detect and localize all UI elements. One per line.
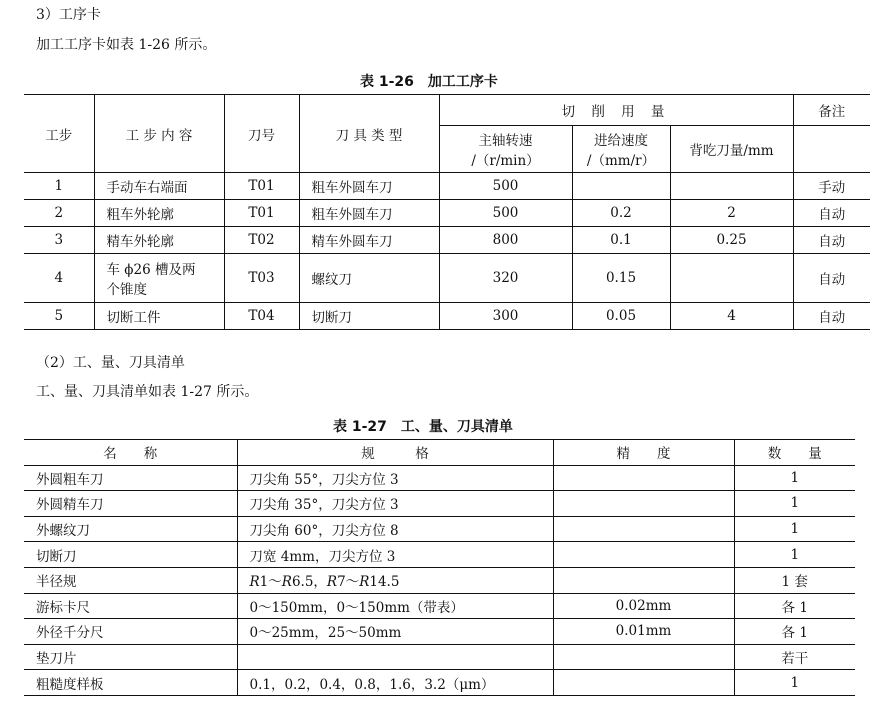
cell-quantity: 各 1 bbox=[734, 593, 855, 619]
cell-spec: 刀宽 4mm，刀尖方位 3 bbox=[237, 542, 553, 568]
cell-name: 切断刀 bbox=[24, 542, 237, 568]
table-26-caption: 表 1-26 加工工序卡 bbox=[360, 74, 498, 90]
cell-name: 游标卡尺 bbox=[24, 593, 237, 619]
table-row bbox=[24, 670, 855, 696]
cell-step: 5 bbox=[24, 303, 94, 330]
header-precision: 精 度 bbox=[553, 440, 734, 466]
cell-name: 外圆粗车刀 bbox=[24, 465, 237, 491]
cell-quantity: 1 bbox=[734, 491, 855, 517]
cell-depth: 0.25 bbox=[670, 227, 793, 254]
radius-value: 1～ bbox=[259, 574, 282, 591]
table-row bbox=[24, 593, 855, 619]
cell-spec bbox=[237, 644, 553, 670]
cell-quantity: 1 套 bbox=[734, 567, 855, 593]
cell-tool-type: 粗车外圆车刀 bbox=[299, 173, 439, 200]
header-quantity: 数 量 bbox=[734, 440, 855, 466]
cell-content-line2: 个锥度 bbox=[106, 282, 147, 298]
header-remarks: 备注 bbox=[793, 95, 870, 126]
radius-value: 7～ bbox=[337, 574, 360, 591]
table-row bbox=[24, 254, 870, 303]
table-row bbox=[24, 619, 855, 645]
cell-step: 1 bbox=[24, 173, 94, 200]
cell-spindle: 800 bbox=[439, 227, 572, 254]
table-row bbox=[24, 227, 870, 254]
cell-content-line1: 车 ϕ26 槽及两 bbox=[106, 262, 196, 278]
header-spindle-line1: 主轴转速 bbox=[478, 133, 533, 149]
radius-symbol: R bbox=[359, 574, 370, 591]
table-row bbox=[24, 491, 855, 517]
cell-remark: 自动 bbox=[793, 200, 870, 227]
header-feed-line2: /（mm/r） bbox=[586, 153, 656, 169]
cell-feed bbox=[572, 173, 670, 200]
header-remarks-empty bbox=[793, 126, 870, 173]
cell-precision bbox=[553, 491, 734, 517]
header-cut-depth: 背吃刀量/mm bbox=[670, 126, 793, 173]
cell-depth: 4 bbox=[670, 303, 793, 330]
table-row bbox=[24, 542, 855, 568]
cell-content: 手动车右端面 bbox=[94, 173, 224, 200]
cell-tool-type: 精车外圆车刀 bbox=[299, 227, 439, 254]
cell-spindle: 300 bbox=[439, 303, 572, 330]
cell-name: 外径千分尺 bbox=[24, 619, 237, 645]
header-cutting-params: 切 削 用 量 bbox=[439, 95, 793, 126]
table-row bbox=[24, 465, 855, 491]
cell-precision bbox=[553, 670, 734, 696]
radius-symbol: R bbox=[281, 574, 292, 591]
header-tool-no: 刀号 bbox=[224, 95, 299, 173]
cell-precision bbox=[553, 567, 734, 593]
cell-tool-type: 切断刀 bbox=[299, 303, 439, 330]
cell-spec bbox=[237, 567, 553, 593]
cell-name: 垫刀片 bbox=[24, 644, 237, 670]
cell-spindle: 320 bbox=[439, 254, 572, 303]
cell-feed: 0.2 bbox=[572, 200, 670, 227]
cell-name: 粗糙度样板 bbox=[24, 670, 237, 696]
cell-content: 切断工件 bbox=[94, 303, 224, 330]
cell-spec: 0～150mm，0～150mm（带表） bbox=[237, 593, 553, 619]
cell-content: 粗车外轮廓 bbox=[94, 200, 224, 227]
cell-precision bbox=[553, 644, 734, 670]
cell-name: 半径规 bbox=[24, 567, 237, 593]
cell-depth bbox=[670, 173, 793, 200]
cell-content bbox=[94, 254, 224, 303]
table-row bbox=[24, 303, 870, 330]
cell-spec: 刀尖角 55°，刀尖方位 3 bbox=[237, 465, 553, 491]
cell-remark: 自动 bbox=[793, 303, 870, 330]
cell-depth bbox=[670, 254, 793, 303]
cell-quantity: 1 bbox=[734, 542, 855, 568]
header-feed-rate bbox=[572, 126, 670, 173]
cell-feed: 0.05 bbox=[572, 303, 670, 330]
cell-precision bbox=[553, 516, 734, 542]
cell-precision bbox=[553, 465, 734, 491]
cell-quantity: 若干 bbox=[734, 644, 855, 670]
table-row bbox=[24, 644, 855, 670]
cell-name: 外圆精车刀 bbox=[24, 491, 237, 517]
process-card-table bbox=[24, 94, 870, 330]
header-feed-line1: 进给速度 bbox=[594, 133, 648, 149]
cell-remark: 手动 bbox=[793, 173, 870, 200]
section-heading-tool-list: （2）工、量、刀具清单 bbox=[36, 355, 185, 371]
header-tool-type: 刀 具 类 型 bbox=[299, 95, 439, 173]
cell-tool-no: T01 bbox=[224, 200, 299, 227]
cell-precision bbox=[553, 542, 734, 568]
cell-step: 3 bbox=[24, 227, 94, 254]
cell-spec: 刀尖角 60°，刀尖方位 8 bbox=[237, 516, 553, 542]
cell-quantity: 1 bbox=[734, 465, 855, 491]
cell-quantity: 1 bbox=[734, 516, 855, 542]
table-row bbox=[24, 567, 855, 593]
cell-tool-no: T01 bbox=[224, 173, 299, 200]
cell-depth: 2 bbox=[670, 200, 793, 227]
table-header-row bbox=[24, 440, 855, 466]
cell-step: 2 bbox=[24, 200, 94, 227]
header-spec: 规 格 bbox=[237, 440, 553, 466]
cell-remark: 自动 bbox=[793, 227, 870, 254]
radius-symbol: R bbox=[249, 574, 260, 591]
header-step: 工步 bbox=[24, 95, 94, 173]
cell-content: 精车外轮廓 bbox=[94, 227, 224, 254]
cell-quantity: 各 1 bbox=[734, 619, 855, 645]
header-spindle-line2: /（r/min） bbox=[471, 153, 540, 169]
cell-tool-no: T03 bbox=[224, 254, 299, 303]
cell-precision: 0.01mm bbox=[553, 619, 734, 645]
cell-name: 外螺纹刀 bbox=[24, 516, 237, 542]
cell-spindle: 500 bbox=[439, 200, 572, 227]
cell-precision: 0.02mm bbox=[553, 593, 734, 619]
cell-spec: 刀尖角 35°，刀尖方位 3 bbox=[237, 491, 553, 517]
cell-spindle: 500 bbox=[439, 173, 572, 200]
table-row bbox=[24, 173, 870, 200]
table-row bbox=[24, 200, 870, 227]
header-step-content: 工 步 内 容 bbox=[94, 95, 224, 173]
header-name: 名 称 bbox=[24, 440, 237, 466]
table-row bbox=[24, 516, 855, 542]
cell-tool-no: T02 bbox=[224, 227, 299, 254]
cell-spec: 0.1，0.2，0.4，0.8，1.6，3.2（μm） bbox=[237, 670, 553, 696]
section-intro-process-card: 加工工序卡如表 1-26 所示。 bbox=[36, 37, 217, 53]
cell-feed: 0.15 bbox=[572, 254, 670, 303]
cell-tool-type: 粗车外圆车刀 bbox=[299, 200, 439, 227]
radius-value: 14.5 bbox=[369, 574, 400, 591]
cell-quantity: 1 bbox=[734, 670, 855, 696]
cell-tool-type: 螺纹刀 bbox=[299, 254, 439, 303]
radius-symbol: R bbox=[326, 574, 338, 591]
cell-feed: 0.1 bbox=[572, 227, 670, 254]
cell-tool-no: T04 bbox=[224, 303, 299, 330]
section-intro-tool-list: 工、量、刀具清单如表 1-27 所示。 bbox=[36, 384, 259, 400]
table-27-caption: 表 1-27 工、量、刀具清单 bbox=[333, 419, 513, 435]
cell-remark: 自动 bbox=[793, 254, 870, 303]
header-spindle-speed bbox=[439, 126, 572, 173]
cell-step: 4 bbox=[24, 254, 94, 303]
section-heading-process-card: 3）工序卡 bbox=[36, 7, 101, 23]
tool-list-table bbox=[24, 439, 855, 696]
cell-spec: 0～25mm，25～50mm bbox=[237, 619, 553, 645]
radius-value: 6.5， bbox=[291, 574, 327, 591]
